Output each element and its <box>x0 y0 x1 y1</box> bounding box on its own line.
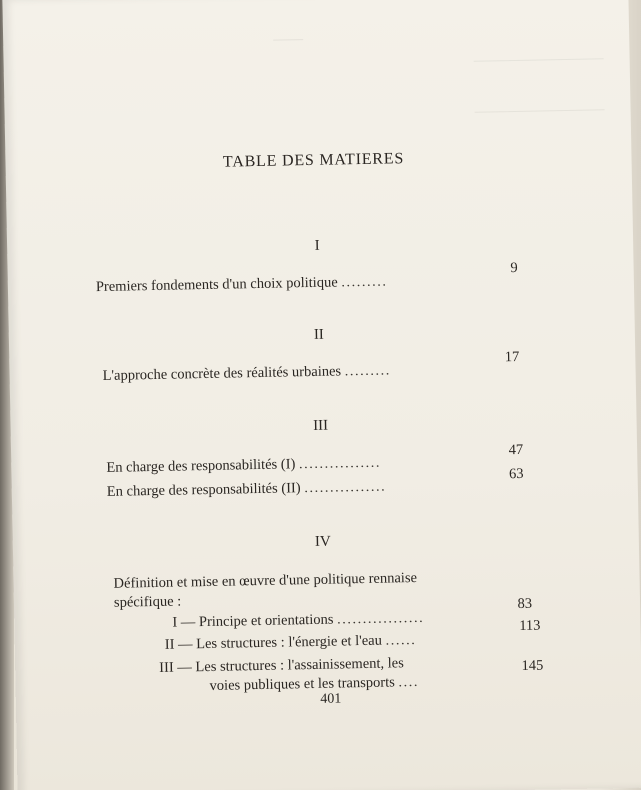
bleed-through-mark <box>273 29 303 41</box>
toc-entry-title: En charge des responsabilités (II) <box>106 480 301 500</box>
toc-entry-title: voies publiques et les transports <box>209 674 395 694</box>
toc-entry-4 <box>107 479 387 501</box>
leader-dots: ...... <box>385 632 417 649</box>
toc-heading: TABLE DES MATIERES <box>222 150 405 171</box>
toc-entry-page: 63 <box>508 465 524 483</box>
toc-entry-page: 47 <box>508 441 524 459</box>
leader-dots: .... <box>398 673 420 691</box>
part-numeral-3: III <box>312 417 329 434</box>
book-page <box>2 0 641 790</box>
toc-entry-page: 145 <box>521 657 544 674</box>
toc-entry-title: I — Principe et orientations <box>172 611 334 631</box>
toc-entry-title: En charge des responsabilités (I) <box>106 456 296 476</box>
part-numeral-4: IV <box>314 533 331 550</box>
toc-entry-title: II — Les structures : l'énergie et l'eau <box>164 632 383 653</box>
leader-dots: ................. <box>336 609 425 628</box>
toc-entry-page: 113 <box>519 617 541 635</box>
toc-entry-title: Premiers fondements d'un choix politique <box>95 274 338 296</box>
toc-entry-3 <box>106 455 381 477</box>
part4-intro-line2: spécifique : <box>113 593 182 611</box>
leader-dots: ......... <box>344 362 391 380</box>
leader-dots: ................ <box>304 478 387 497</box>
part4-item-3-line1: III — Les structures : l'assainissement, les <box>159 655 404 676</box>
toc-entry-page: 17 <box>504 348 520 366</box>
leader-dots: ................ <box>298 454 382 473</box>
part-numeral-2: II <box>313 326 325 343</box>
toc-entry-page: 9 <box>510 259 518 277</box>
leader-dots: ......... <box>341 273 388 291</box>
part4-intro-line1: Définition et mise en œuvre d'une politique rennaise <box>113 569 418 592</box>
toc-entry-1 <box>96 273 388 296</box>
toc-entry-title: L'approche concrète des réalités urbaines <box>102 363 342 384</box>
part4-item-1 <box>172 610 424 632</box>
part-numeral-1: I <box>314 237 320 254</box>
part4-item-2 <box>165 632 417 654</box>
toc-entry-2 <box>102 362 391 385</box>
page-number: 401 <box>320 691 342 707</box>
toc-entry-page: 83 <box>517 595 533 613</box>
bleed-through-mark <box>474 58 605 112</box>
